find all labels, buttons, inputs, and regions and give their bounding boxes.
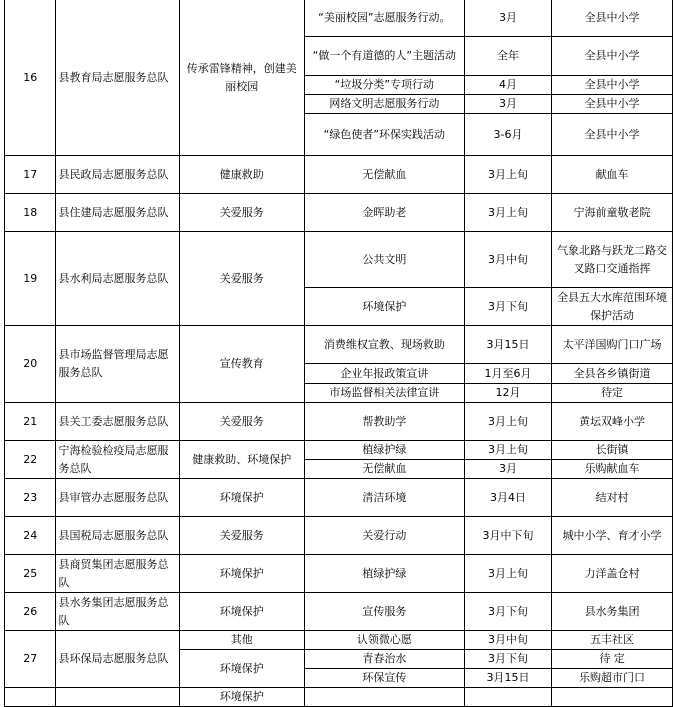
organization-name: 县商贸集团志愿服务总队	[56, 555, 179, 593]
organization-name: 宁海检验检疫局志愿服务总队	[56, 441, 179, 479]
activity-place: 五丰社区	[552, 631, 673, 650]
activity-place: 结对村	[552, 479, 673, 517]
activity-time: 3月上旬	[464, 403, 551, 441]
activity-place: 太平洋国购门口广场	[552, 326, 673, 364]
activity-place: 全县中小学	[552, 0, 673, 37]
activity-name: “垃圾分类”专项行动	[304, 76, 464, 95]
activity-theme: 宣传教育	[179, 326, 304, 403]
activity-time: 3月下旬	[464, 593, 551, 631]
organization-name: 县民政局志愿服务总队	[56, 156, 179, 194]
row-number: 25	[5, 555, 56, 593]
organization-name: 县教育局志愿服务总队	[56, 0, 179, 156]
row-number: 16	[5, 0, 56, 156]
activity-place: 献血车	[552, 156, 673, 194]
activity-place: 黄坛双峰小学	[552, 403, 673, 441]
activity-time: 3月上旬	[464, 555, 551, 593]
activity-place: 长街镇	[552, 441, 673, 460]
activity-name: 植绿护绿	[304, 441, 464, 460]
activity-time: 3月15日	[464, 669, 551, 688]
activity-name: 消费维权宣教、现场救助	[304, 326, 464, 364]
activity-place: 全县各乡镇街道	[552, 364, 673, 384]
table-row	[5, 517, 673, 555]
activity-name: 网络文明志愿服务行动	[304, 95, 464, 114]
table-row	[5, 0, 673, 37]
activity-place: 全县中小学	[552, 37, 673, 76]
row-number	[5, 688, 56, 707]
activity-name: 无偿献血	[304, 460, 464, 479]
activity-place: 待定	[552, 384, 673, 403]
activity-name: 青春治水	[304, 650, 464, 669]
activity-time: 3月	[464, 95, 551, 114]
activity-time: 3月中下旬	[464, 517, 551, 555]
table-row	[5, 156, 673, 194]
organization-name: 县审管办志愿服务总队	[56, 479, 179, 517]
activity-theme: 环境保护	[179, 593, 304, 631]
organization-name: 县国税局志愿服务总队	[56, 517, 179, 555]
activity-time: 3月中旬	[464, 631, 551, 650]
activity-name: 宣传服务	[304, 593, 464, 631]
activity-place: 待 定	[552, 650, 673, 669]
activity-name: 认领微心愿	[304, 631, 464, 650]
activity-theme: 关爱服务	[179, 517, 304, 555]
organization-name: 县环保局志愿服务总队	[56, 631, 179, 688]
table-row	[5, 194, 673, 232]
activity-name: 植绿护绿	[304, 555, 464, 593]
activity-theme: 健康救助、环境保护	[179, 441, 304, 479]
activity-time: 全年	[464, 37, 551, 76]
activity-theme: 环境保护	[179, 479, 304, 517]
activity-time: 3月下旬	[464, 288, 551, 326]
activity-place: 宁海前童敬老院	[552, 194, 673, 232]
activity-time: 3月上旬	[464, 156, 551, 194]
organization-name: 县水务集团志愿服务总队	[56, 593, 179, 631]
activity-place: 县水务集团	[552, 593, 673, 631]
row-number: 22	[5, 441, 56, 479]
row-number: 24	[5, 517, 56, 555]
activity-time: 3月4日	[464, 479, 551, 517]
activity-theme: 环境保护	[179, 650, 304, 688]
activity-theme: 健康救助	[179, 156, 304, 194]
volunteer-schedule-table	[4, 0, 673, 707]
activity-time	[464, 688, 551, 707]
activity-name: 关爱行动	[304, 517, 464, 555]
activity-theme: 传承雷锋精神，创建美丽校园	[179, 0, 304, 156]
organization-name	[56, 688, 179, 707]
activity-theme: 环境保护	[179, 688, 304, 707]
activity-theme: 环境保护	[179, 555, 304, 593]
activity-place: 全县五大水库范围环境保护活动	[552, 288, 673, 326]
activity-name: 无偿献血	[304, 156, 464, 194]
activity-theme: 关爱服务	[179, 232, 304, 326]
activity-place: 全县中小学	[552, 114, 673, 156]
activity-time: 3月	[464, 0, 551, 37]
row-number: 26	[5, 593, 56, 631]
table-row	[5, 326, 673, 364]
activity-name: “美丽校园”志愿服务行动。	[304, 0, 464, 37]
activity-name: 公共文明	[304, 232, 464, 288]
activity-place: 全县中小学	[552, 76, 673, 95]
row-number: 20	[5, 326, 56, 403]
activity-time: 3月上旬	[464, 441, 551, 460]
activity-time: 3月下旬	[464, 650, 551, 669]
activity-theme: 其他	[179, 631, 304, 650]
row-number: 23	[5, 479, 56, 517]
activity-name: 环保宣传	[304, 669, 464, 688]
activity-place: 城中小学、育才小学	[552, 517, 673, 555]
activity-place: 全县中小学	[552, 95, 673, 114]
activity-name: 金晖助老	[304, 194, 464, 232]
organization-name: 县水利局志愿服务总队	[56, 232, 179, 326]
activity-time: 3月15日	[464, 326, 551, 364]
table-row	[5, 403, 673, 441]
row-number: 27	[5, 631, 56, 688]
row-number: 18	[5, 194, 56, 232]
activity-name: 帮教助学	[304, 403, 464, 441]
activity-place	[552, 688, 673, 707]
activity-time: 3月	[464, 460, 551, 479]
table-row	[5, 631, 673, 650]
table-row	[5, 479, 673, 517]
activity-name	[304, 688, 464, 707]
activity-name: 环境保护	[304, 288, 464, 326]
activity-time: 3-6月	[464, 114, 551, 156]
activity-place: 乐购超市门口	[552, 669, 673, 688]
activity-time: 4月	[464, 76, 551, 95]
table-row	[5, 232, 673, 288]
activity-name: “绿色使者”环保实践活动	[304, 114, 464, 156]
activity-time: 3月中旬	[464, 232, 551, 288]
activity-theme: 关爱服务	[179, 194, 304, 232]
table-row	[5, 555, 673, 593]
activity-time: 1月至6月	[464, 364, 551, 384]
activity-theme: 关爱服务	[179, 403, 304, 441]
table-row	[5, 688, 673, 707]
activity-name: 市场监督相关法律宣讲	[304, 384, 464, 403]
table-row	[5, 593, 673, 631]
activity-place: 气象北路与跃龙二路交叉路口交通指挥	[552, 232, 673, 288]
organization-name: 县关工委志愿服务总队	[56, 403, 179, 441]
activity-place: 力洋盖仓村	[552, 555, 673, 593]
activity-time: 3月上旬	[464, 194, 551, 232]
organization-name: 县市场监督管理局志愿服务总队	[56, 326, 179, 403]
activity-place: 乐购献血车	[552, 460, 673, 479]
table-row	[5, 441, 673, 460]
row-number: 17	[5, 156, 56, 194]
row-number: 19	[5, 232, 56, 326]
activity-name: “做一个有道德的人”主题活动	[304, 37, 464, 76]
organization-name: 县住建局志愿服务总队	[56, 194, 179, 232]
row-number: 21	[5, 403, 56, 441]
activity-time: 12月	[464, 384, 551, 403]
activity-name: 企业年报政策宣讲	[304, 364, 464, 384]
activity-name: 清洁环境	[304, 479, 464, 517]
